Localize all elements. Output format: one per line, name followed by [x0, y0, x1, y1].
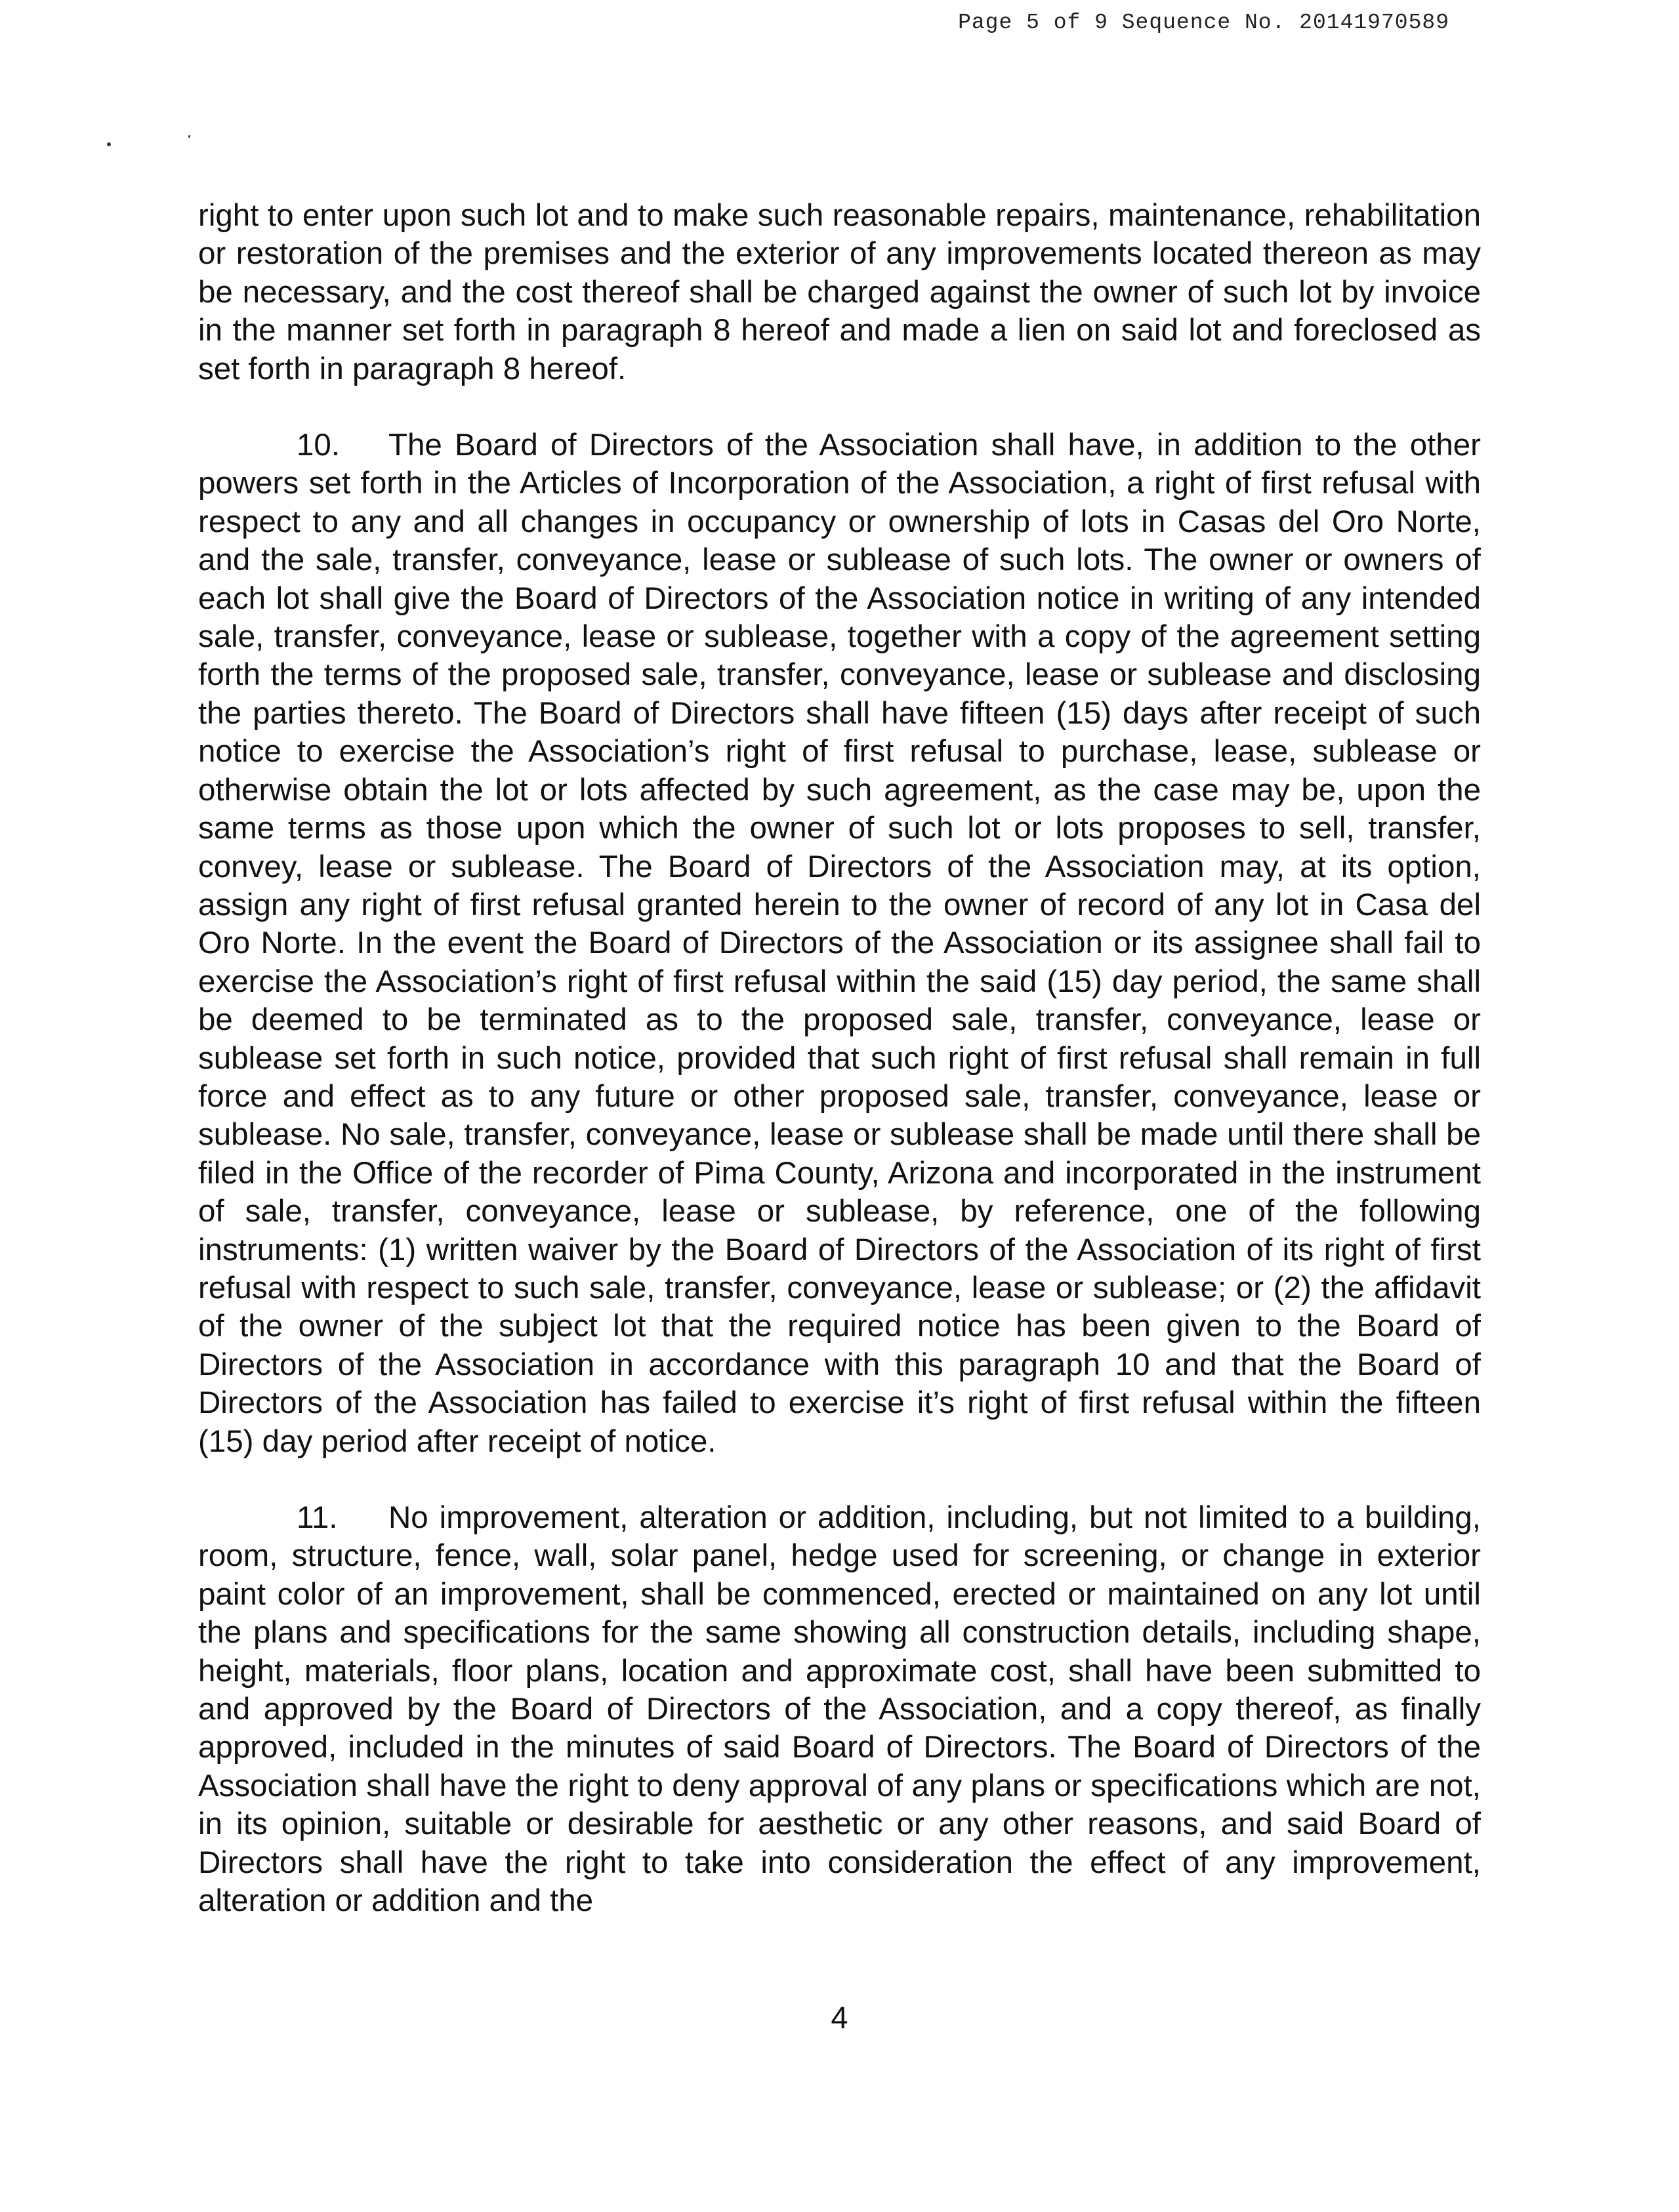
document-body — [198, 197, 1481, 1958]
paragraph-10 — [198, 426, 1481, 1461]
paragraph-number: 10. — [297, 428, 341, 463]
paragraph-number: 11. — [297, 1500, 338, 1535]
scan-speck — [107, 142, 111, 146]
paragraph-text: The Board of Directors of the Association shall have, in addition to the other powers set forth in the Articles of Incorporation of the Association, a right of first refusal with respect to any and all changes in occupancy or ownership of lots in Casas del Oro Norte, and the sale, transfer, conveyance, lease or sublease of such lots. The owner or owners of each lot shall give the Board of Directors of the Association notice in writing of any intended sale, transfer, conveyance, lease or sublease, together with a copy of the agreement setting forth the terms of the proposed sale, transfer, conveyance, lease or sublease and disclosing the parties thereto. The Board of Directors shall have fifteen (15) days after receipt of such notice to exercise the Association’s right of first refusal to purchase, lease, sublease or otherwise obtain the lot or lots affected by such agreement, as the case may be, upon the same terms as those upon which the owner of such lot or lots proposes to sell, transfer, convey, lease or sublease. The Board of Directors of the Association may, at its option, assign any right of first refusal granted herein to the owner of record of any lot in Casa del Oro Norte. In the event the Board of Directors of the Association or its assignee shall fail to exercise the Association’s right of first refusal within the said (15) day period, the same shall be deemed to be terminated as to the proposed sale, transfer, conveyance, lease or sublease set forth in such notice, provided that such right of first refusal shall remain in full force and effect as to any future or other proposed sale, transfer, conveyance, lease or sublease. No sale, transfer, conveyance, lease or sublease shall be made until there shall be filed in the Office of the recorder of Pima County, Arizona and incorporated in the instrument of sale, transfer, conveyance, lease or sublease, by reference, one of the following instruments: (1) written waiver by the Board of Directors of the Association of its right of first refusal with respect to such sale, transfer, conveyance, lease or sublease; or (2) the affidavit of the owner of the subject lot that the required notice has been given to the Board of Directors of the Association in accordance with this paragraph 10 and that the Board of Directors of the Association has failed to exercise it’s right of first refusal within the fifteen (15) day period after receipt of notice. — [198, 428, 1481, 1459]
paragraph-continuation — [198, 197, 1481, 388]
paragraph-text: right to enter upon such lot and to make such reasonable repairs, maintenance, rehabilitation or restoration of the premises and the exterior of any improvements located thereon as may be necessary, and the cost thereof shall be charged against the owner of such lot by invoice in the manner set forth in paragraph 8 hereof and made a lien on said lot and foreclosed as set forth in paragraph 8 hereof. — [198, 198, 1481, 386]
page-sequence-header: Page 5 of 9 Sequence No. 20141970589 — [958, 10, 1449, 35]
scan-speck — [188, 135, 190, 138]
paragraph-11 — [198, 1499, 1481, 1920]
page-number: 4 — [831, 2000, 848, 2035]
paragraph-text: No improvement, alteration or addition, including, but not limited to a building, room, structure, fence, wall, solar panel, hedge used for screening, or change in exterior paint color of an improvement, shall be commenced, erected or maintained on any lot until the plans and specifications for the same showing all construction details, including shape, height, materials, floor plans, location and approximate cost, shall have been submitted to and approved by the Board of Directors of the Association, and a copy thereof, as finally approved, included in the minutes of said Board of Directors. The Board of Directors of the Association shall have the right to deny approval of any plans or specifications which are not, in its opinion, suitable or desirable for aesthetic or any other reasons, and said Board of Directors shall have the right to take into consideration the effect of any improvement, alteration or addition and the — [198, 1500, 1481, 1919]
